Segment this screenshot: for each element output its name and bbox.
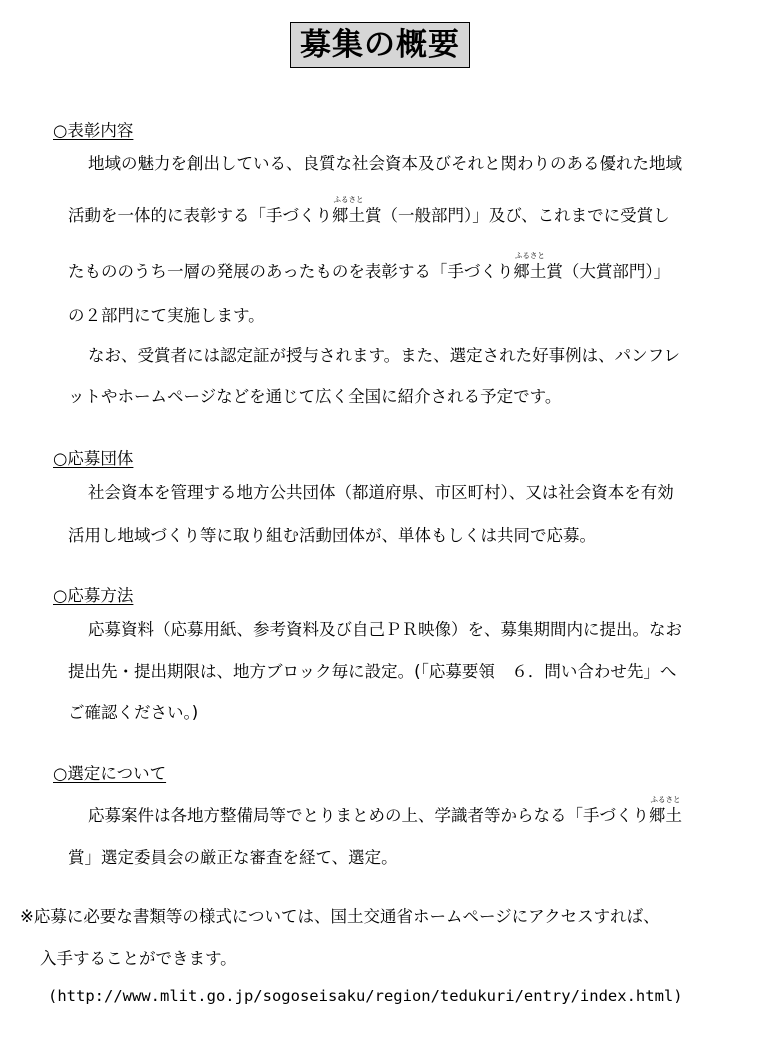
text-span: 応募案件は各地方整備局等でとりまとめの上、学識者等からなる「手づくり <box>88 806 649 825</box>
paragraph-line: 地域の魅力を創出している、良質な社会資本及びそれと関わりのある優れた地域 <box>88 154 682 173</box>
note-line: 入手することができます。 <box>40 949 237 968</box>
paragraph-line <box>88 795 682 826</box>
page-title: 募集の概要 <box>290 22 470 68</box>
text-span: たもののうち一層の発展のあったものを表彰する「手づくり <box>68 262 514 281</box>
url-link[interactable]: (http://www.mlit.go.jp/sogoseisaku/region/tedukuri/entry/index.html) <box>48 987 683 1005</box>
ruby-kyodo <box>649 795 682 826</box>
paragraph-line: ットやホームページなどを通じて広く全国に紹介される予定です。 <box>68 387 562 406</box>
paragraph-line: 提出先・提出期限は、地方ブロック毎に設定。(「応募要領 ６．問い合わせ先」へ <box>68 662 677 681</box>
paragraph-line <box>68 251 671 282</box>
section-heading-selection: ○選定について <box>53 764 167 783</box>
text-span: 賞（一般部門）」及び、これまでに受賞し <box>365 206 670 225</box>
text-span: 賞（大賞部門）」 <box>546 262 671 281</box>
paragraph-line: 活用し地域づくり等に取り組む活動団体が、単体もしくは共同で応募。 <box>68 526 596 545</box>
furigana: ふるさと <box>650 795 681 804</box>
paragraph-line: 社会資本を管理する地方公共団体（都道府県、市区町村）、又は社会資本を有効 <box>88 483 674 502</box>
furigana: ふるさと <box>514 251 545 260</box>
ruby-base: 郷土 <box>332 206 365 225</box>
text-span: 活動を一体的に表彰する「手づくり <box>68 206 332 225</box>
ruby-base: 郷土 <box>513 262 547 281</box>
furigana: ふるさと <box>333 195 364 204</box>
section-heading-award-content: ○表彰内容 <box>53 121 134 140</box>
section-heading-applicants: ○応募団体 <box>53 449 134 468</box>
paragraph-line: 賞」選定委員会の厳正な審査を経て、選定。 <box>68 848 398 867</box>
ruby-kyodo <box>332 195 365 226</box>
ruby-kyodo <box>513 251 547 282</box>
paragraph-line: 応募資料（応募用紙、参考資料及び自己ＰＲ映像）を、募集期間内に提出。なお <box>88 620 682 639</box>
ruby-base: 郷土 <box>649 806 682 825</box>
paragraph-line: の２部門にて実施します。 <box>68 306 265 325</box>
paragraph-line: なお、受賞者には認定証が授与されます。また、選定された好事例は、パンフレ <box>88 346 681 365</box>
paragraph-line <box>68 195 670 226</box>
paragraph-line: ご確認ください。) <box>68 703 199 722</box>
note-line: ※応募に必要な書類等の様式については、国土交通省ホームページにアクセスすれば、 <box>20 907 660 926</box>
section-heading-application-method: ○応募方法 <box>53 586 134 605</box>
